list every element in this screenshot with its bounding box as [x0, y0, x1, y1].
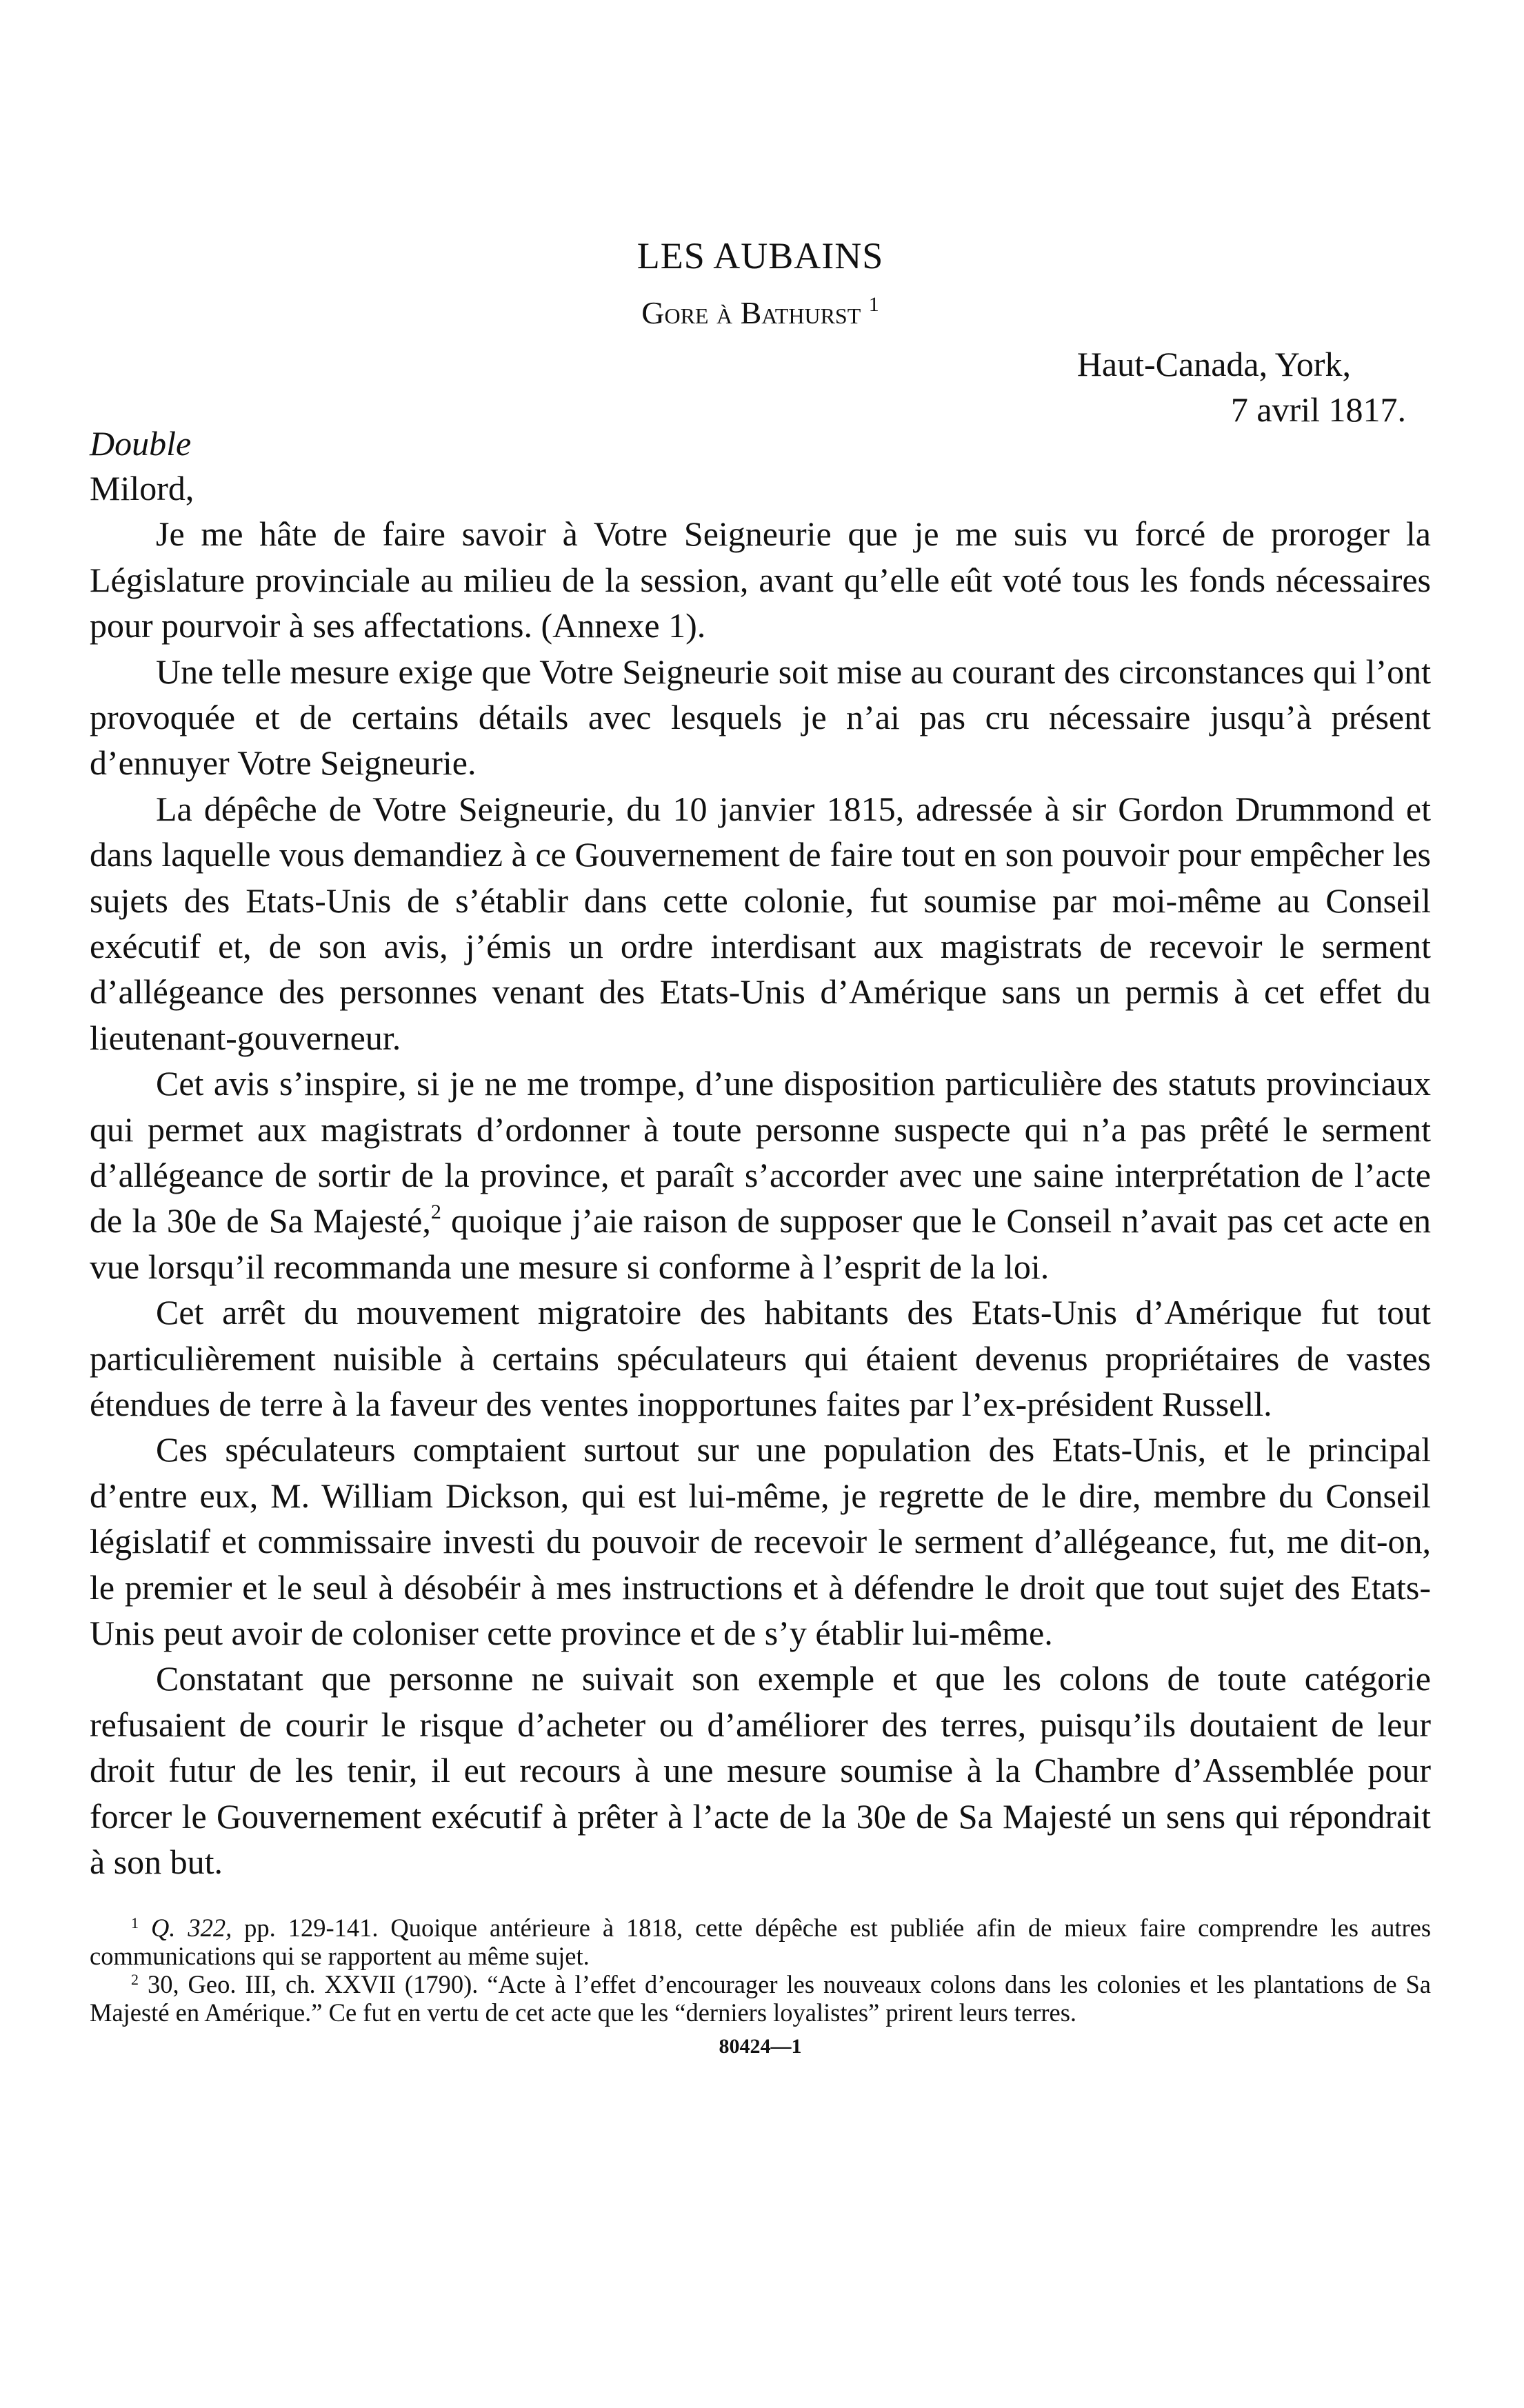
- footnote-text: 30, Geo. III, ch. XXVII (1790). “Acte à l’effet d’encourager les nouveaux colons dans les colonies et les plantations de Sa Majesté en Amérique.” Ce fut en vertu de cet acte que les “derniers loyalistes” prirent leurs terres.: [90, 1970, 1432, 2027]
- paragraph: Une telle mesure exige que Votre Seigneurie soit mise au courant des circonstances qui l’ont provoquée et de certains détails avec lesquels je n’ai pas cru nécessaire jusqu’à présent d’ennuyer Votre Seigneurie.: [90, 652, 1431, 783]
- footnote-mark: 2: [131, 1971, 139, 1989]
- document-title: LES AUBAINS: [636, 235, 884, 277]
- dateline: [90, 341, 1431, 432]
- footnotes: [90, 1914, 1431, 2027]
- paragraph: Je me hâte de faire savoir à Votre Seigneurie que je me suis vu forcé de proroger la Législature provinciale au milieu de la session, avant qu’elle eût voté tous les fonds nécessaires pour pourvoir à ses affectations. (Annexe 1).: [90, 514, 1431, 645]
- paragraph: Constatant que personne ne suivait son exemple et que les colons de toute catégorie refusaient de courir le risque d’acheter ou d’améliorer des terres, puisqu’ils doutaient de leur droit futur de les tenir, il eut recours à une mesure soumise à la Chambre d’Assemblée pour forcer le Gouvernement exécutif à prêter à l’acte de la 30e de Sa Majesté un sens qui répondrait à son but.: [90, 1659, 1431, 1882]
- salutation: Milord,: [90, 469, 194, 508]
- footnote-text: pp. 129-141. Quoique antérieure à 1818, cette dépêche est publiée afin de mieux faire comprendre les autres communications qui se rapportent au même sujet.: [90, 1914, 1432, 1971]
- paragraph: Cet arrêt du mouvement migratoire des habitants des Etats-Unis d’Amérique fut tout particulièrement nuisible à certains spéculateurs qui étaient devenus propriétaires de vastes étendues de terre à la faveur des ventes inopportunes faites par l’ex-président Russell.: [90, 1293, 1431, 1423]
- document-subtitle: [90, 292, 1431, 332]
- footnote-ref-2: 2: [430, 1201, 441, 1224]
- paragraph: La dépêche de Votre Seigneurie, du 10 janvier 1815, adressée à sir Gordon Drummond et dans laquelle vous demandiez à ce Gouvernement de faire tout en son pouvoir pour empêcher les sujets des Etats-Unis de s’établir dans cette colonie, fut soumise par moi-même au Conseil exécutif et, de son avis, j’émis un ordre interdisant aux magistrats de recevoir le serment d’allégeance des personnes venant des Etats-Unis d’Amérique sans un permis à cet effet du lieutenant-gouverneur.: [90, 789, 1431, 1057]
- paragraph: Ces spéculateurs comptaient surtout sur une population des Etats-Unis, et le principal d’entre eux, M. William Dickson, qui est lui-même, je regrette de le dire, membre du Conseil législatif et commissaire investi du pouvoir de recevoir le serment d’allégeance, fut, me dit-on, le premier et le seul à désobéir à mes instructions et à défendre le droit que tout sujet des Etats-Unis peut avoir de coloniser cette province et de s’y établir lui-même.: [90, 1430, 1431, 1653]
- dateline-date: 7 avril 1817.: [1230, 390, 1406, 430]
- document-page: [90, 234, 1431, 2058]
- footnote-1: [90, 1914, 1431, 1970]
- footnote-ref-1: 1: [868, 293, 879, 317]
- margin-note: Double: [90, 424, 192, 463]
- letter-body: [90, 511, 1431, 1885]
- footnote-2: [90, 1970, 1431, 2027]
- paragraph-text: Cet avis s’inspire, si je ne me trompe, d’une disposition particulière des statuts provinciaux qui permet aux magistrats d’ordonner à toute personne suspecte qui n’a pas prêté le serment d’allégeance de sortir de la province, et paraît s’accorder avec une saine interprétation de l’acte de la 30e de Sa Majesté,: [90, 1064, 1431, 1241]
- dateline-place: Haut-Canada, York,: [1076, 345, 1351, 384]
- subtitle-text: Gore à Bathurst: [641, 295, 861, 331]
- footnote-source: Q. 322,: [150, 1914, 232, 1943]
- paragraph-text-continued: quoique j’aie raison de supposer que le Conseil n’avait pas cet acte en vue lorsqu’il recommanda une mesure si conforme à l’esprit de la loi.: [90, 1201, 1432, 1286]
- paragraph: [90, 1061, 1431, 1290]
- footnote-mark: 1: [131, 1914, 139, 1932]
- printer-code: 80424—1: [719, 2035, 802, 2058]
